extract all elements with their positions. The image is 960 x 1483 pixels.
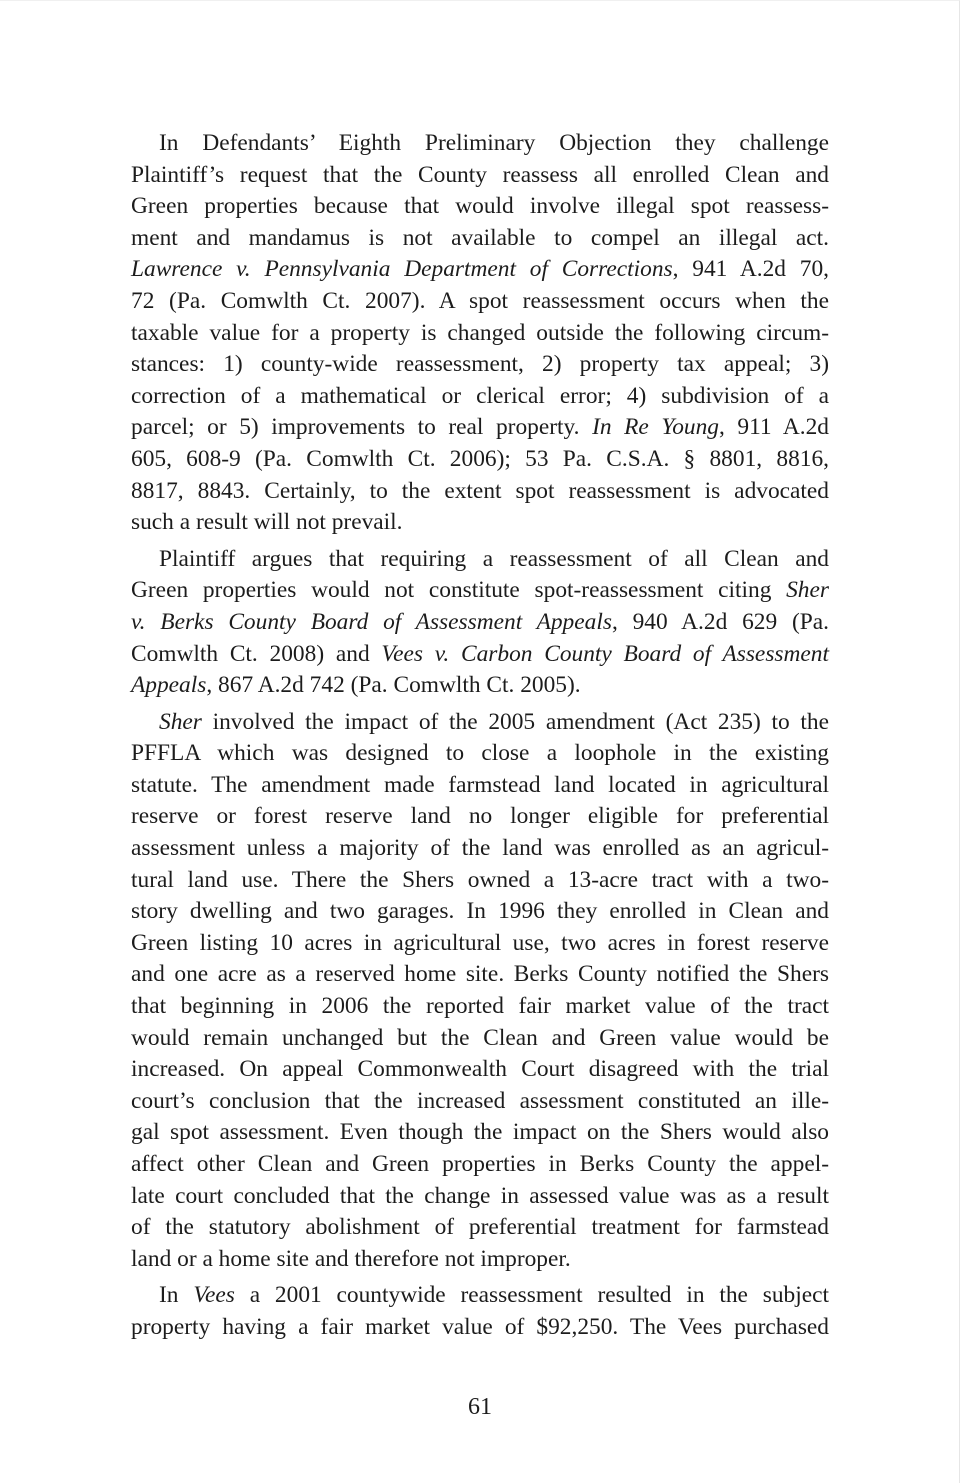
paragraph-1: [131, 128, 829, 539]
text-run: 8817, 8843. Certainly, to the extent spot reassessment is advocated: [131, 477, 829, 504]
case-citation: Vees: [193, 1282, 235, 1309]
text-run: land or a home site and therefore not improper.: [131, 1245, 571, 1272]
paragraph-2: [131, 544, 829, 702]
case-citation: Sher: [786, 577, 829, 604]
page-number: 61: [468, 1394, 492, 1420]
text-run: such a result will not prevail.: [131, 509, 403, 536]
text-line: [131, 1181, 829, 1213]
text-line: [131, 865, 829, 897]
text-line: [131, 801, 829, 833]
text-run: increased. On appeal Commonwealth Court disagreed with the trial: [131, 1056, 829, 1083]
text-run: Green properties would not constitute spot-reassessment citing: [131, 577, 787, 604]
text-run: Comwlth Ct. 2008) and: [131, 640, 382, 667]
text-line: [131, 412, 829, 444]
text-line: [131, 607, 829, 639]
text-run: Green listing 10 acres in agricultural use, two acres in forest reserve: [131, 929, 829, 956]
text-line: [131, 254, 829, 286]
text-run: , 940 A.2d 629 (Pa.: [611, 608, 829, 635]
text-line: [131, 1117, 829, 1149]
text-run: affect other Clean and Green properties in Berks County the appel-: [131, 1151, 829, 1177]
text-run: ment and mandamus is not available to compel an illegal act.: [131, 224, 829, 251]
text-line: [131, 349, 829, 381]
text-line: [131, 223, 829, 255]
text-line: [131, 1280, 829, 1312]
text-line: [131, 128, 829, 160]
case-citation: Sher: [159, 708, 202, 735]
paragraph-3: [131, 707, 829, 1276]
text-line: [131, 575, 829, 607]
text-run: 72 (Pa. Comwlth Ct. 2007). A spot reassessment occurs when the: [131, 287, 829, 314]
text-run: tural land use. There the Shers owned a 13-acre tract with a two-: [131, 866, 829, 893]
text-run: reserve or forest reserve land no longer eligible for preferential: [131, 803, 829, 830]
text-line: [131, 1312, 829, 1344]
text-line: [131, 1244, 829, 1276]
case-citation: In Re Young: [592, 414, 719, 441]
text-run: stances: 1) county-wide reassessment, 2) property tax appeal; 3): [131, 351, 829, 378]
text-run: and one acre as a reserved home site. Berks County notified the Shers: [131, 961, 829, 988]
text-line: [131, 928, 829, 960]
text-line: [131, 707, 829, 739]
text-run: would remain unchanged but the Clean and Green value would be: [131, 1024, 829, 1051]
case-citation: v. Berks County Board of Assessment Appeals: [131, 608, 612, 635]
text-run: correction of a mathematical or clerical error; 4) subdivision of a: [131, 382, 829, 409]
text-run: In: [159, 1282, 194, 1309]
text-line: [131, 639, 829, 671]
text-line: [131, 991, 829, 1023]
text-line: [131, 833, 829, 865]
text-run: In Defendants’ Eighth Preliminary Objection they challenge: [159, 130, 829, 156]
case-citation: Appeals: [131, 672, 207, 699]
text-run: court’s conclusion that the increased assessment constituted an ille-: [131, 1087, 829, 1114]
text-run: that beginning in 2006 the reported fair market value of the tract: [131, 993, 829, 1020]
text-run: , 911 A.2d: [719, 414, 830, 441]
text-line: [131, 1086, 829, 1118]
text-line: [131, 1054, 829, 1086]
text-run: Plaintiff argues that requiring a reassessment of all Clean and: [159, 545, 829, 572]
text-run: , 941 A.2d 70,: [672, 256, 829, 283]
text-run: Green properties because that would involve illegal spot reassess-: [131, 193, 829, 220]
text-line: [131, 476, 829, 508]
text-run: statute. The amendment made farmstead land located in agricultural: [131, 771, 829, 798]
case-citation: Lawrence v. Pennsylvania Department of Corrections: [131, 256, 673, 283]
text-line: [131, 444, 829, 476]
text-line: [131, 507, 829, 539]
text-run: story dwelling and two garages. In 1996 they enrolled in Clean and: [131, 898, 829, 925]
text-run: property having a fair market value of $92,250. The Vees purchased: [131, 1313, 829, 1340]
text-line: [131, 1212, 829, 1244]
text-run: PFFLA which was designed to close a loophole in the existing: [131, 740, 829, 767]
text-line: [131, 1149, 829, 1181]
text-line: [131, 318, 829, 350]
text-run: gal spot assessment. Even though the impact on the Shers would also: [131, 1119, 829, 1146]
text-run: a 2001 countywide reassessment resulted in the subject: [234, 1282, 829, 1309]
text-run: Plaintiff’s request that the County reassess all enrolled Clean and: [131, 161, 829, 188]
text-line: [131, 959, 829, 991]
text-line: [131, 670, 829, 702]
text-run: assessment unless a majority of the land was enrolled as an agricul-: [131, 835, 829, 862]
text-line: [131, 286, 829, 318]
text-run: taxable value for a property is changed outside the following circum-: [131, 319, 829, 346]
text-line: [131, 544, 829, 576]
case-citation: Vees v. Carbon County Board of Assessment: [381, 640, 829, 667]
text-line: [131, 1023, 829, 1055]
text-run: of the statutory abolishment of preferential treatment for farmstead: [131, 1214, 829, 1241]
text-run: , 867 A.2d 742 (Pa. Comwlth Ct. 2005).: [206, 672, 581, 699]
text-line: [131, 770, 829, 802]
text-run: parcel; or 5) improvements to real property.: [131, 414, 593, 441]
paragraph-4: [131, 1280, 829, 1343]
text-line: [131, 896, 829, 928]
text-run: involved the impact of the 2005 amendment (Act 235) to the: [201, 708, 829, 735]
text-line: [131, 160, 829, 192]
body-text: [131, 128, 829, 1344]
text-run: late court concluded that the change in assessed value was as a result: [131, 1182, 829, 1209]
text-line: [131, 738, 829, 770]
text-run: 605, 608-9 (Pa. Comwlth Ct. 2006); 53 Pa. C.S.A. § 8801, 8816,: [131, 445, 829, 472]
text-line: [131, 381, 829, 413]
text-line: [131, 191, 829, 223]
